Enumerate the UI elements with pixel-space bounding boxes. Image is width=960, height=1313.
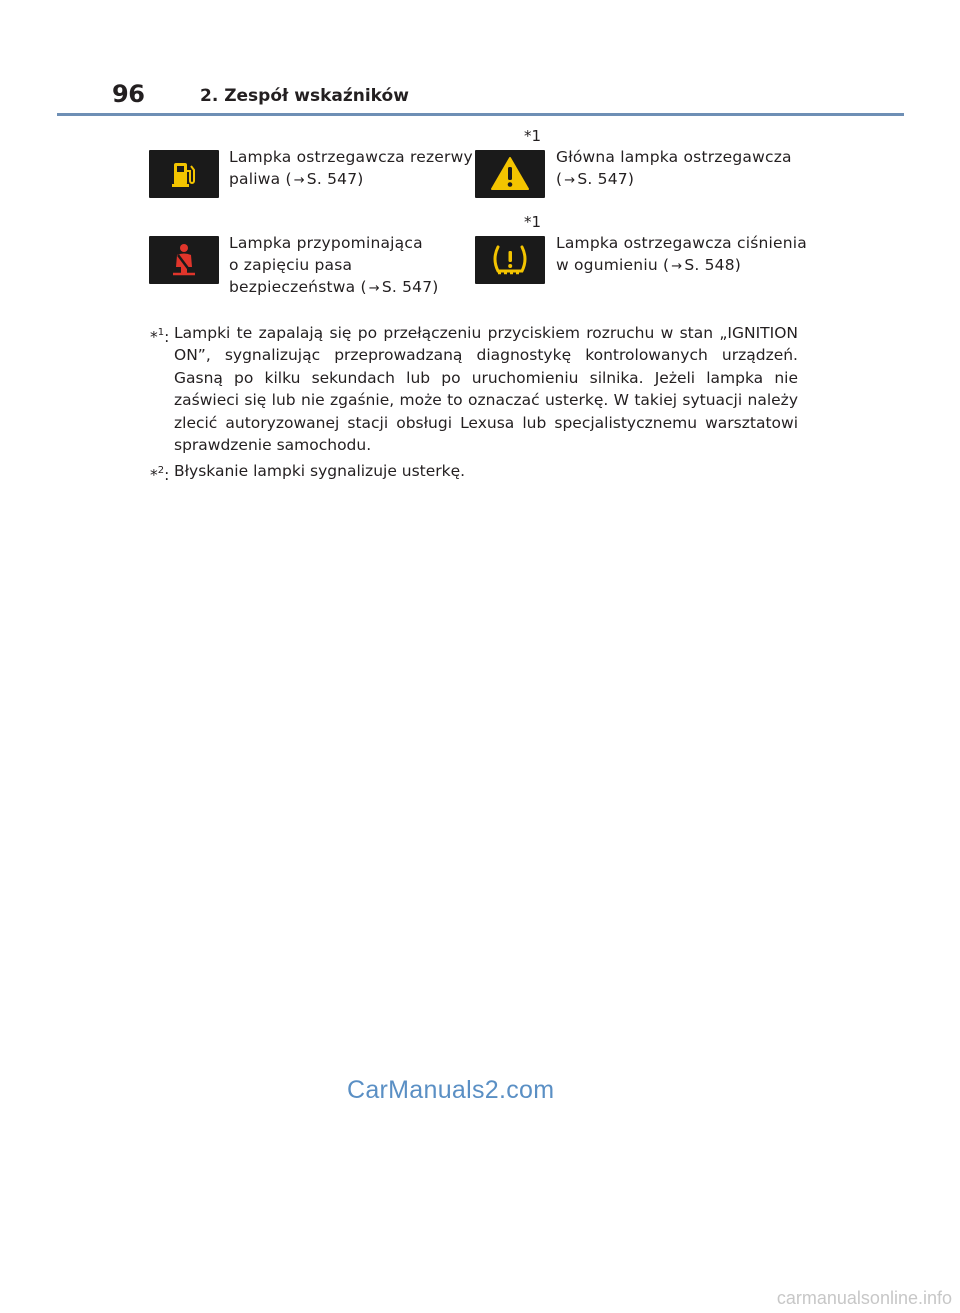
page-number: 96: [112, 80, 145, 108]
chapter-title: 2. Zespół wskaźników: [200, 86, 409, 106]
lamp-seatbelt-line3: bezpieczeństwa ( → S. 547): [229, 278, 439, 296]
arrow-icon: →: [368, 281, 380, 296]
watermark-carmanuals2: CarManuals2.com: [347, 1076, 555, 1104]
page-reference: S. 547): [577, 170, 635, 188]
lamp-seatbelt-line1: Lampka przypominająca: [229, 234, 423, 252]
footnote-1: [150, 322, 798, 456]
lamp-fuel-reserve-text: [229, 146, 473, 192]
arrow-icon: →: [671, 259, 683, 274]
lamp-master-warning-text: [556, 146, 792, 192]
page-header: [112, 80, 902, 116]
tire-pressure-icon: [475, 236, 545, 284]
footnote-ref: *1: [524, 127, 542, 145]
watermark-site: carmanualsonline.info: [776, 1288, 952, 1308]
fuel-pump-icon: [149, 150, 219, 198]
lamp-master-warning-line1: Główna lampka ostrzegawcza: [556, 148, 792, 166]
page-reference: S. 547): [381, 278, 439, 296]
header-rule: [57, 113, 904, 116]
arrow-icon: →: [564, 173, 576, 188]
page-reference: S. 547): [306, 170, 364, 188]
lamp-seatbelt-line2: o zapięciu pasa: [229, 256, 353, 274]
lamp-tire-pressure-line2: w ogumieniu ( → S. 548): [556, 256, 742, 274]
lamp-fuel-reserve-line1: Lampka ostrzegawcza rezerwy: [229, 148, 473, 166]
footnote-2: [150, 460, 798, 485]
footnote-2-text: Błyskanie lampki sygnalizuje usterkę.: [174, 462, 466, 481]
lamp-tire-pressure-line1: Lampka ostrzegawcza ciśnienia: [556, 234, 807, 252]
footnote-marker: *$^1$:: [150, 327, 170, 346]
warning-triangle-icon: [475, 150, 545, 198]
page-reference: S. 548): [684, 256, 742, 274]
footnote-1-text: Lampki te zapalają się po przełączeniu przyciskiem rozruchu w stan „IGNITION ON”, sygnalizując przeprowadzaną diagnostykę kontrolowanych urządzeń. Gasną po kilku sekundach lub po uruchomieniu silnika. Jeżeli lampka nie zaświeci się lub nie zgaśnie, może to oznaczać usterkę. W takiej sytuacji należy zlecić autoryzowanej stacji obsługi Lexusa lub specjalistycznemu warsztatowi sprawdzenie samochodu.: [174, 324, 798, 455]
footnotes: [150, 322, 798, 483]
lamp-master-warning-line2: ( → S. 547): [556, 170, 635, 188]
lamp-fuel-reserve-line2: paliwa ( → S. 547): [229, 170, 364, 188]
lamp-tire-pressure-text: [556, 232, 807, 278]
lamp-seatbelt-reminder-text: [229, 232, 439, 300]
footnote-ref: *1: [524, 213, 542, 231]
footnote-marker: *$^2$:: [150, 465, 170, 485]
seatbelt-icon: [149, 236, 219, 284]
arrow-icon: →: [293, 173, 305, 188]
